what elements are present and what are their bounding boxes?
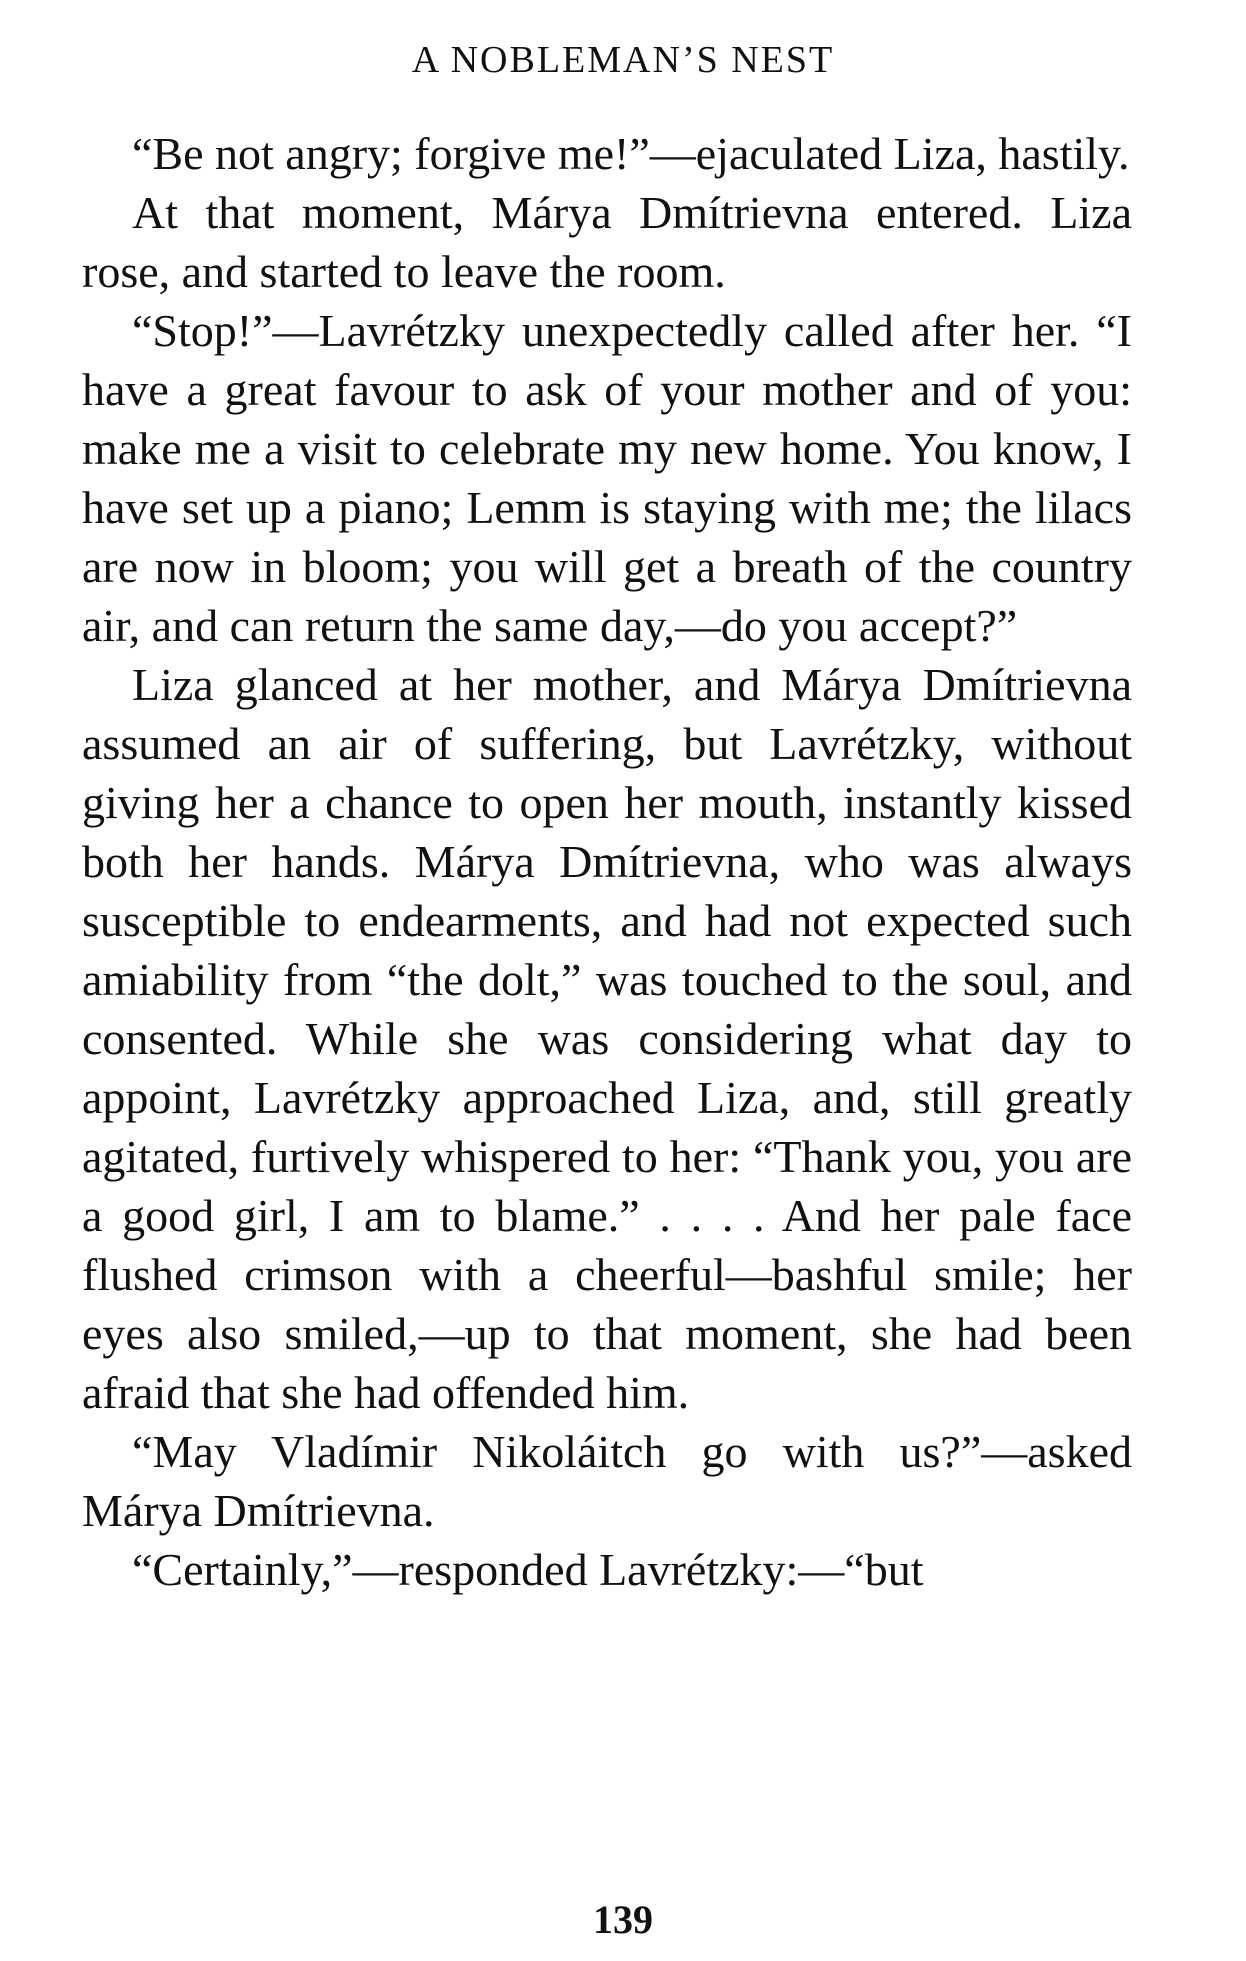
body-text bbox=[82, 124, 1132, 1599]
paragraph-1: “Be not angry; forgive me!”—ejaculated Liza, hastily. bbox=[132, 128, 1130, 179]
paragraph-6: “Certainly,”—responded Lavrétzky:—“but bbox=[132, 1544, 924, 1595]
paragraph-2: At that moment, Márya Dmítrievna entered. Liza rose, and started to leave the room. bbox=[82, 187, 1132, 297]
paragraph-3: “Stop!”—Lavrétzky unexpectedly called after her. “I have a great favour to ask of your mother and of you: make me a visit to celebrate my new home. You know, I have set up a piano; Lemm is staying with me; the lilacs are now in bloom; you will get a breath of the country air, and can return the same day,—do you accept?” bbox=[82, 305, 1132, 651]
paragraph-4: Liza glanced at her mother, and Márya Dmítrievna assumed an air of suffering, but Lavrétzky, without giving her a chance to open her mouth, instantly kissed both her hands. Márya Dmítrievna, who was always susceptible to endearments, and had not expected such amiability from “the dolt,” was touched to the soul, and consented. While she was considering what day to appoint, Lavrétzky approached Liza, and, still greatly agitated, furtively whispered to her: “Thank you, you are a good girl, I am to blame.” . . . . And her pale face flushed crimson with a cheerful—bashful smile; her eyes also smiled,—up to that moment, she had been afraid that she had offended him. bbox=[82, 659, 1132, 1418]
running-header: A NOBLEMAN’S NEST bbox=[411, 39, 835, 81]
paragraph-5: “May Vladímir Nikoláitch go with us?”—asked Márya Dmítrievna. bbox=[82, 1426, 1132, 1536]
page-number: 139 bbox=[593, 1897, 653, 1942]
